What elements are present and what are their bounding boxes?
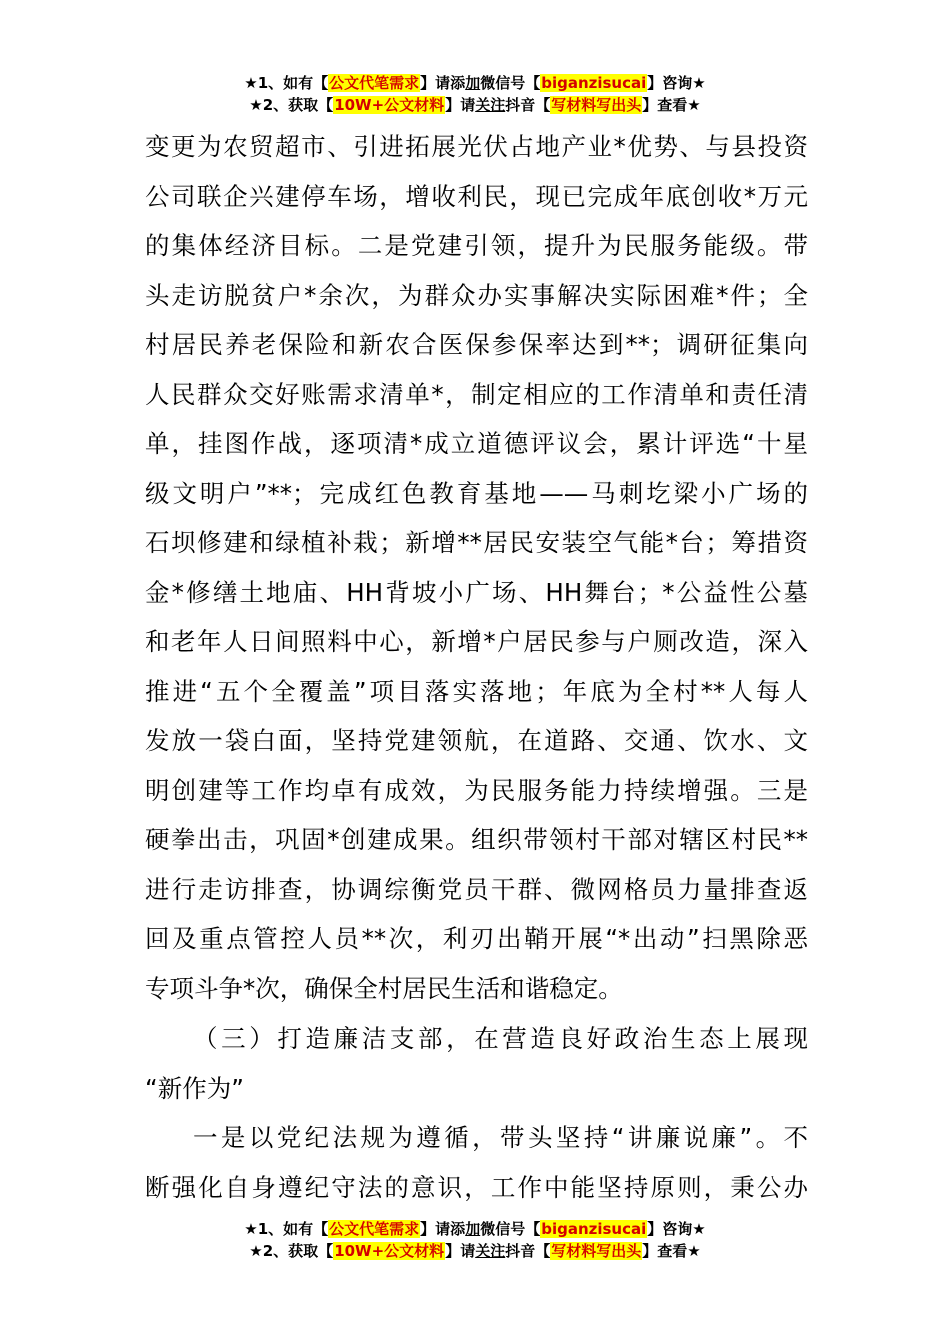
text-line: 人民群众交好账需求清单*，制定相应的工作清单和责任清 [145, 379, 808, 409]
banner-line-1: ★1、如有【公文代笔需求】请添加微信号【biganzisucai】咨询★ [244, 74, 706, 92]
text-line: 村居民养老保险和新农合医保参保率达到**；调研征集向 [145, 330, 808, 359]
highlight-materials: 10W+公文材料 [334, 96, 445, 114]
text-line: 硬拳出击，巩固*创建成果。组织带领村干部对辖区村民** [145, 825, 808, 854]
text-line: 一是以党纪法规为遵循，带头坚持“讲廉说廉”。不 [193, 1123, 808, 1152]
footer-banner [0, 1218, 950, 1262]
text-line: 发放一袋白面，坚持党建领航，在道路、交通、饮水、文 [145, 726, 808, 755]
section-heading-line-2: “新作为” [145, 1073, 244, 1103]
text-line: 公司联企兴建停车场，增收利民，现已完成年底创收*万元 [145, 181, 808, 211]
text-line: 和老年人日间照料中心，新增*户居民参与户厕改造，深入 [145, 627, 808, 656]
highlight-douyin: 写材料写出头 [551, 96, 642, 114]
text-line: 明创建等工作均卓有成效，为民服务能力持续增强。三是 [145, 775, 808, 805]
banner-line-2: ★2、获取【10W+公文材料】请关注抖音【写材料写出头】查看★ [249, 1242, 701, 1260]
text-line: 级文明户”**；完成红色教育基地——马刺圪梁小广场的 [145, 478, 808, 508]
text-line: 单，挂图作战，逐项清*成立道德评议会，累计评选“十星 [145, 429, 808, 458]
section-heading-line-1: （三）打造廉洁支部，在营造良好政治生态上展现 [193, 1024, 808, 1053]
document-body [145, 122, 808, 1212]
text-line: 的集体经济目标。二是党建引领，提升为民服务能级。带 [145, 231, 808, 260]
paragraph-1 [145, 122, 808, 1013]
banner-line-1: ★1、如有【公文代笔需求】请添加微信号【biganzisucai】咨询★ [244, 1220, 706, 1238]
text-line: 石坝修建和绿植补栽；新增**居民安装空气能*台；筹措资 [145, 528, 808, 557]
section-heading [145, 1014, 808, 1113]
banner-line-2: ★2、获取【10W+公文材料】请关注抖音【写材料写出头】查看★ [249, 96, 701, 114]
text-line: 专项斗争*次，确保全村居民生活和谐稳定。 [145, 973, 623, 1003]
highlight-service: 公文代笔需求 [329, 74, 420, 92]
text-line: 头走访脱贫户*余次，为群众办实事解决实际困难*件；全 [145, 280, 808, 310]
header-banner [0, 72, 950, 116]
text-line: 进行走访排查，协调综衡党员干群、微网格员力量排查返 [145, 874, 808, 904]
highlight-materials: 10W+公文材料 [334, 1242, 445, 1260]
text-line: 变更为农贸超市、引进拓展光伏占地产业*优势、与县投资 [145, 132, 808, 161]
paragraph-2 [145, 1113, 808, 1212]
highlight-wechat-id: biganzisucai [541, 74, 647, 92]
text-line: 断强化自身遵纪守法的意识，工作中能坚持原则，秉公办 [145, 1172, 808, 1202]
text-line: 回及重点管控人员**次，利刃出鞘开展“*出动”扫黑除恶 [145, 924, 808, 953]
highlight-wechat-id: biganzisucai [541, 1220, 647, 1238]
highlight-douyin: 写材料写出头 [551, 1242, 642, 1260]
text-line: 金*修缮土地庙、HH背坡小广场、HH舞台；*公益性公墓 [145, 577, 808, 607]
highlight-service: 公文代笔需求 [329, 1220, 420, 1238]
text-line: 推进“五个全覆盖”项目落实落地；年底为全村**人每人 [145, 676, 808, 706]
